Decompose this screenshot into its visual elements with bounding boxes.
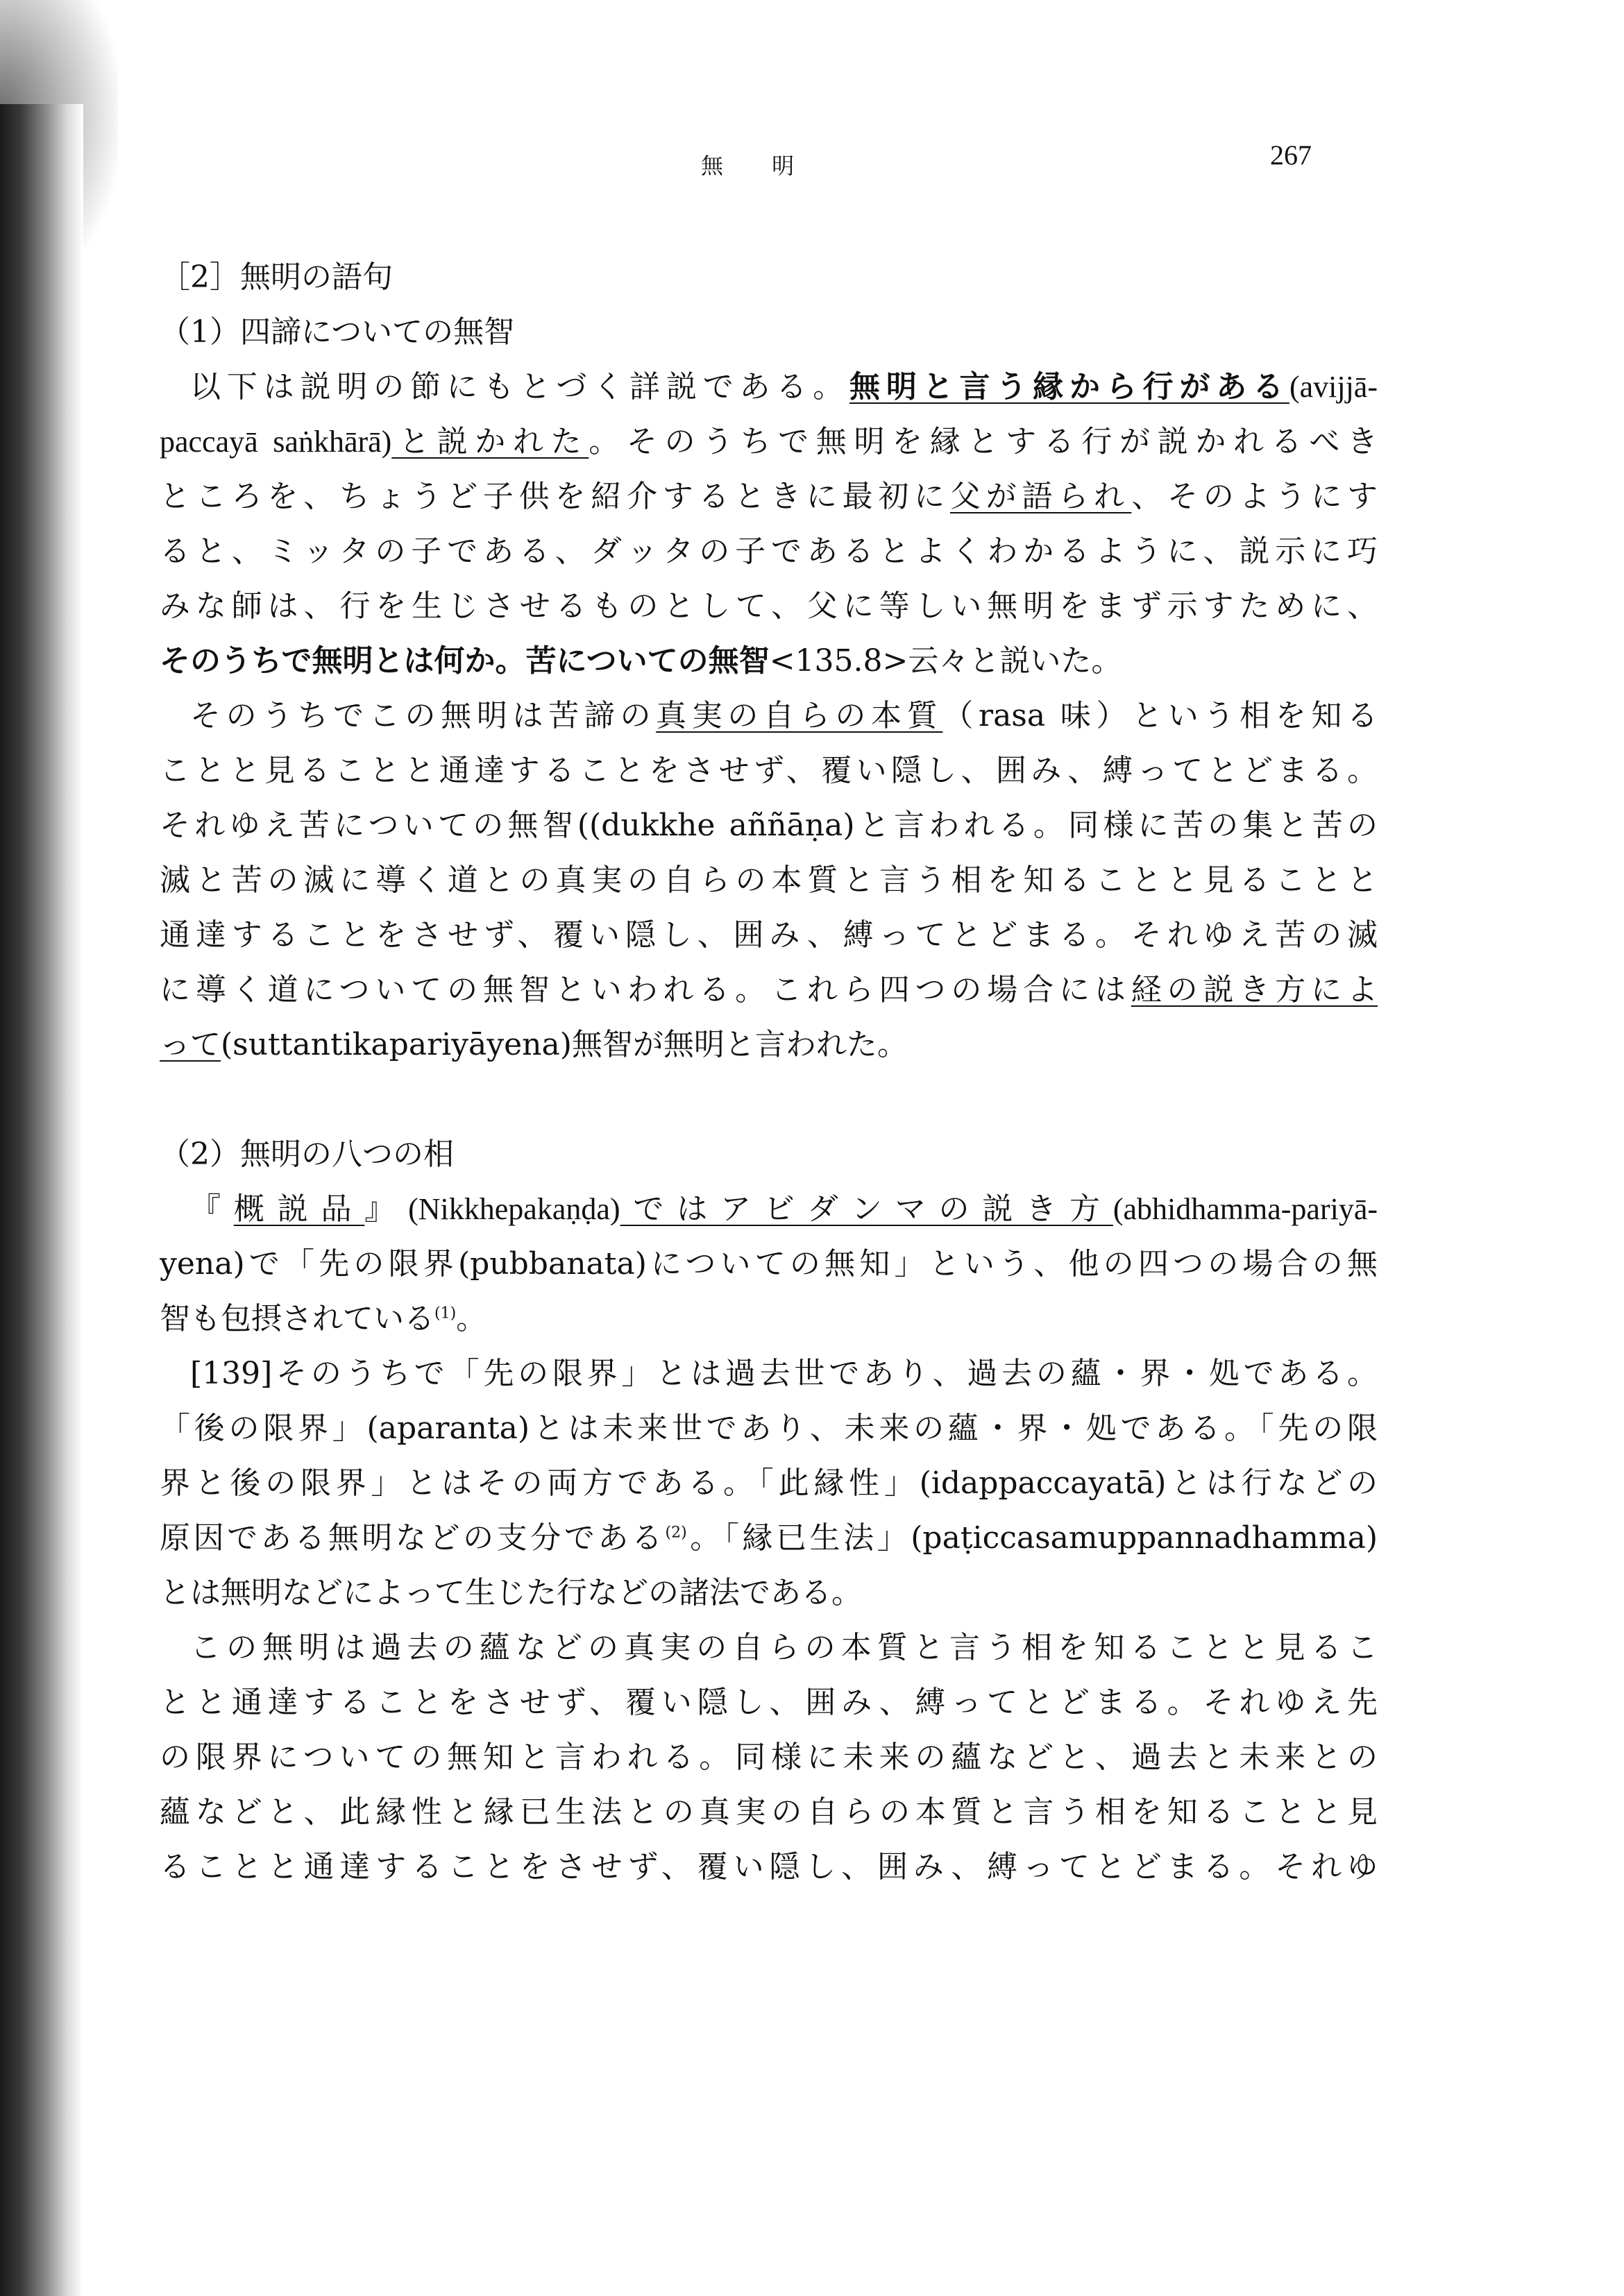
- text-span: ところを、ちょうど子供を紹介するときに最初に: [160, 479, 950, 514]
- running-title: 無 明: [701, 153, 815, 179]
- text-span: (suttantikapariyāyena)無智が無明と言われた。: [221, 1027, 908, 1062]
- pali-term: (abhidhamma-pariyā-: [1113, 1192, 1378, 1226]
- bold-phrase: そのうちで無明とは何か。苦についての無智: [160, 643, 770, 679]
- footnote-ref-2: (2): [665, 1524, 687, 1542]
- footnote-ref-1: (1): [434, 1304, 457, 1323]
- paragraph-5: [160, 1620, 1378, 1894]
- text-span: 智も包摂されている: [160, 1301, 434, 1336]
- text-span: 。そのうちで無明を縁とする行が説かれるべき: [589, 424, 1378, 459]
- paragraph-3: [160, 1182, 1378, 1346]
- paragraph-1: [160, 359, 1378, 688]
- text-span: 以下は説明の節にもとづく詳説である。: [190, 369, 850, 405]
- page-binding-shadow: [0, 104, 83, 2296]
- text-line: みな師は、行を生じさせるものとして、父に等しい無明をまず示すために、: [160, 588, 1378, 624]
- text-line: [160, 1182, 1378, 1236]
- underlined-phrase: ではアビダンマの説き方: [620, 1191, 1113, 1227]
- text-span: <135.8>云々と説いた。: [769, 643, 1122, 679]
- text-line: 「後の限界」(aparanta)とは未来世であり、未来の蘊・界・処である。「先の限: [160, 1411, 1378, 1446]
- text-line: とと通達することをさせず、覆い隠し、囲み、縛ってとどまる。それゆえ先: [160, 1685, 1378, 1720]
- underlined-phrase: 経の説き方によ: [1131, 972, 1378, 1007]
- text-line: 蘊などと、此縁性と縁已生法との真実の自らの本質と言う相を知ることと見: [160, 1794, 1378, 1830]
- text-line: 滅と苦の滅に導く道との真実の自らの本質と言う相を知ることと見ることと: [160, 862, 1378, 898]
- page-header: [0, 139, 1624, 180]
- text-line: この無明は過去の蘊などの真実の自らの本質と言う相を知ることと見るこ: [190, 1630, 1378, 1665]
- pali-term: (avijjā-: [1289, 370, 1378, 404]
- paragraph-2: [160, 688, 1378, 1072]
- pali-term: 』(Nikkhepakaṇḍa): [364, 1192, 620, 1226]
- text-line: [160, 962, 1378, 1017]
- text-line: 通達することをさせず、覆い隠し、囲み、縛ってとどまる。それゆえ苦の滅: [160, 917, 1378, 953]
- text-line: [139]そのうちで「先の限界」とは過去世であり、過去の蘊・界・処である。: [190, 1356, 1378, 1391]
- text-span: に導く道についての無智といわれる。これら四つの場合には: [160, 972, 1131, 1007]
- text-span: 。「縁已生法」(paṭiccasamuppannadhamma): [686, 1520, 1378, 1556]
- underlined-phrase: って: [160, 1027, 221, 1062]
- body-text: [160, 250, 1378, 1894]
- text-line: [160, 359, 1378, 414]
- section-heading: ［2］無明の語句: [160, 260, 393, 295]
- text-line: ると、ミッタの子である、ダッタの子であるとよくわかるように、説示に巧: [160, 534, 1378, 569]
- text-line: ることと通達することをさせず、覆い隠し、囲み、縛ってとどまる。それゆ: [160, 1849, 1378, 1885]
- subsection-heading-2: （2）無明の八つの相: [160, 1137, 454, 1172]
- text-line: ことと見ることと通達することをさせず、覆い隠し、囲み、縛ってとどまる。: [160, 753, 1378, 788]
- text-line: 界と後の限界」とはその両方である。「此縁性」(idappaccayatā)とは行などの: [160, 1465, 1378, 1501]
- bold-underlined-phrase: 無明と言う縁から行がある: [849, 369, 1289, 405]
- underlined-phrase: 真実の自らの本質: [656, 698, 943, 733]
- text-span: 原因である無明などの支分である: [160, 1520, 666, 1556]
- text-span: 、そのようにす: [1131, 479, 1378, 514]
- paragraph-4: [160, 1346, 1378, 1620]
- text-line: [160, 469, 1378, 524]
- text-line: [160, 1291, 1378, 1346]
- underlined-phrase: 概説品: [233, 1191, 365, 1227]
- text-line: [160, 688, 1378, 743]
- text-line: それゆえ苦についての無智((dukkhe aññāṇa)と言われる。同様に苦の集と苦の: [160, 808, 1378, 843]
- text-line: [160, 1017, 1378, 1072]
- text-line: [160, 1511, 1378, 1565]
- text-span: （rasa 味）という相を知る: [942, 698, 1378, 733]
- underlined-phrase: と説かれた: [391, 424, 589, 459]
- text-line: の限界についての無知と言われる。同様に未来の蘊などと、過去と未来との: [160, 1740, 1378, 1775]
- text-line: yena)で「先の限界(pubbanata)についての無知」という、他の四つの場合の無: [160, 1246, 1378, 1282]
- text-line: [160, 633, 1378, 688]
- pali-term: paccayā saṅkhārā): [160, 425, 392, 459]
- underlined-phrase: 父が語られ: [949, 479, 1132, 514]
- subsection-heading-1: （1）四諦についての無智: [160, 314, 515, 350]
- text-line: とは無明などによって生じた行などの諸法である。: [160, 1575, 862, 1610]
- section-gap: [160, 1072, 1378, 1127]
- text-span: 。: [456, 1301, 487, 1336]
- text-span: 『: [190, 1191, 234, 1227]
- text-span: そのうちでこの無明は苦諦の: [190, 698, 657, 733]
- text-line: [160, 414, 1378, 469]
- page-number: 267: [1270, 139, 1312, 171]
